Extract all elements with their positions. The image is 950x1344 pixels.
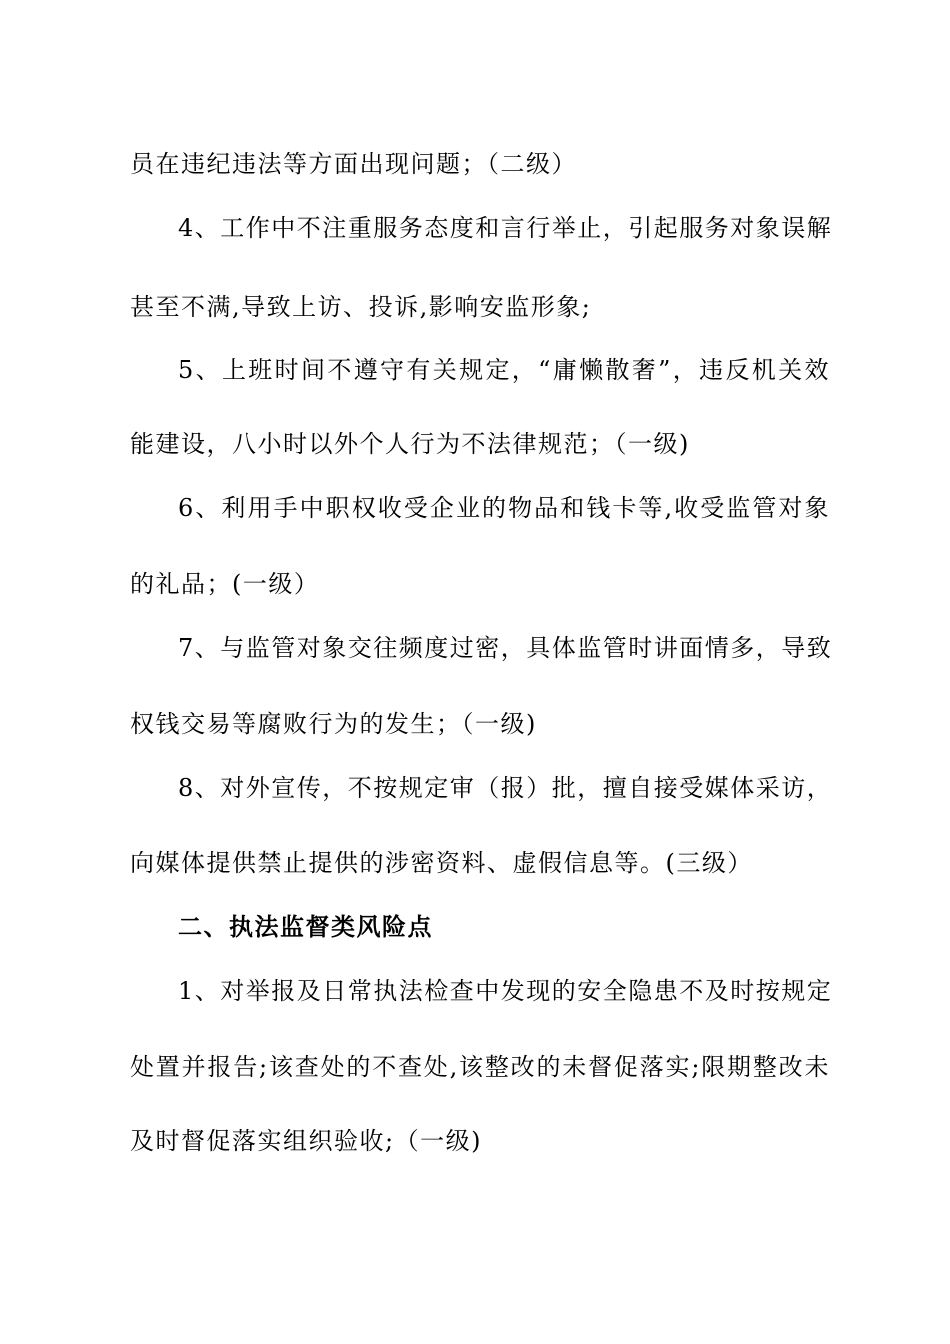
list-item-8-line-1: 8、对外宣传，不按规定审（报）批，擅自接受媒体采访， <box>178 774 833 802</box>
text-line: 员在违纪违法等方面出现问题；（二级） <box>130 150 577 178</box>
list-item-5-line-1: 5、上班时间不遵守有关规定，“庸懒散奢”，违反机关效 <box>178 356 830 384</box>
section-item-1-line-2: 处置并报告;该查处的不查处,该整改的未督促落实;限期整改未 <box>130 1053 830 1081</box>
list-item-7-line-2: 权钱交易等腐败行为的发生；（一级) <box>130 710 537 738</box>
list-item-6-line-2: 的礼品；(一级） <box>130 570 320 598</box>
section-item-1-line-3: 及时督促落实组织验收;（一级) <box>130 1127 482 1155</box>
list-item-4-line-2: 甚至不满,导致上访、投诉,影响安监形象; <box>130 293 592 321</box>
list-item-8-line-2: 向媒体提供禁止提供的涉密资料、虚假信息等。(三级） <box>130 849 753 877</box>
list-item-4-line-1: 4、工作中不注重服务态度和言行举止，引起服务对象误解 <box>178 214 833 242</box>
list-item-6-line-1: 6、利用手中职权收受企业的物品和钱卡等,收受监管对象 <box>178 494 830 522</box>
section-heading: 二、执法监督类风险点 <box>178 912 433 941</box>
section-item-1-line-1: 1、对举报及日常执法检查中发现的安全隐患不及时按规定 <box>178 977 833 1005</box>
list-item-7-line-1: 7、与监管对象交往频度过密，具体监管时讲面情多，导致 <box>178 634 833 662</box>
list-item-5-line-2: 能建设，八小时以外个人行为不法律规范；（一级) <box>130 430 690 458</box>
